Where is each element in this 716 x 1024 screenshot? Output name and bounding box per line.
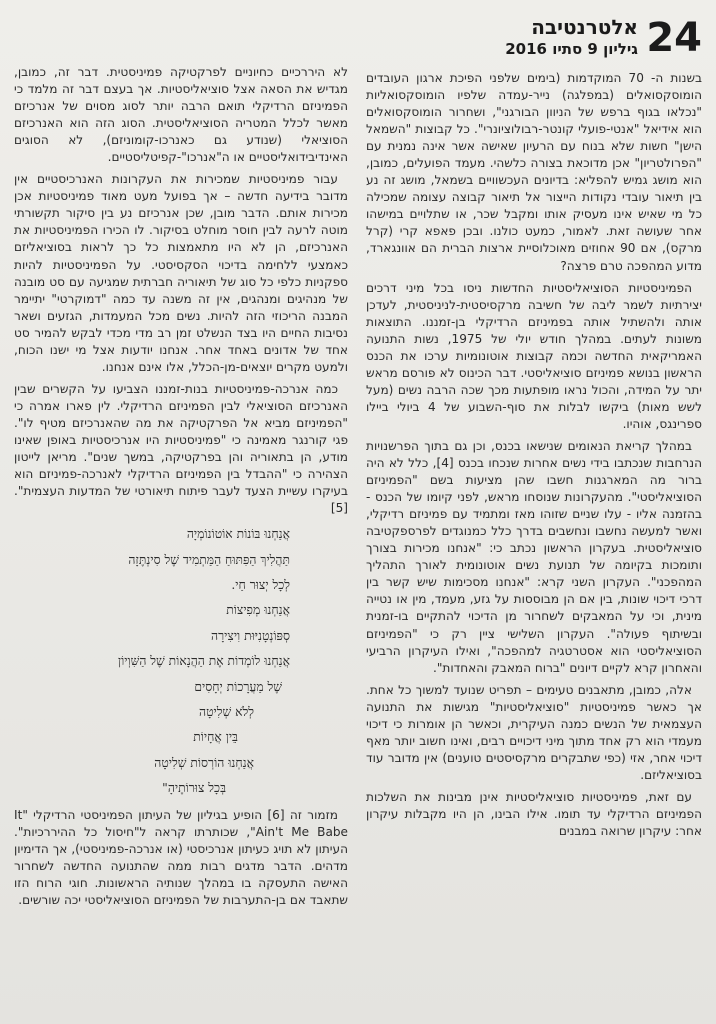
paragraph: אלה, כמובן, מתאבנים טעימים – תפריט שנועד למשוך כל אחת. אך כאשר פמיניסטיות "סוציאליסטיות" מגישות את התנועה העצמאית של הנשים כמנה העיקרית, וכאשר הן אומרות כי דיכוי מעמדי הוא רק אחד מתוך מיני דיכויים רבים, ואינו חשוב יותר מאף דיכוי אחר, אזי (כפי שתבקרים מרקסיסטים טוענים) אין מדובר עוד בסוציאליזם. bbox=[366, 682, 702, 782]
poem-line: לְלֹא שְׁלִיטָה bbox=[199, 705, 254, 720]
poem-line: תַּהֲלִיךְ הַפִּתּוּחַ הַמַּתְמִיד שֶׁל סִינְתֶּזָה bbox=[128, 552, 290, 567]
magazine-title: אלטרנטיבה bbox=[531, 15, 638, 39]
page-number: 24 bbox=[646, 15, 702, 61]
paragraph: הפמיניסטיות הסוציאליסטיות החדשות ניסו בכל מיני דרכים יצירתיות לשמר ליבה של חשיבה מרקסיסטית-לניניסטית, לעדכן אותה ולהשתיל אותה בפמיניזם הרדיקלי בן-זמננו. התוצאות משונות לעתים. במהלך חודש יולי של 1975, נשות התנועה האמריקאית החדשה וכמה קבוצות אוטונומיות ערכו את הכנס הראשון בנושא פמיניזם סוציאליסטי. דבר הכינוס לא פורסם מראש יתר על המידה, והכול נראו מופתעות מכך שכה הרבה נשים (מעל לשש מאות) ביקשו לבלות את סוף-השבוע של 4 ביולי ביילו ספרינגס, אוהיו. bbox=[366, 280, 702, 431]
poem-line: אֲנַחְנוּ הוֹרְסוֹת שְׁלִיטָה bbox=[154, 755, 254, 770]
poem-line: לְכָל יְצוּר חַי. bbox=[231, 578, 290, 593]
poem-line: אֲנַחְנוּ בּוֹנוֹת אוֹטוֹנוֹמְיָה bbox=[186, 527, 290, 542]
issue-info: גיליון 9 סתיו 2016 bbox=[505, 40, 638, 58]
paragraph: מזמור זה [6] הופיע בגיליון של העיתון הפמיניסטי הרדיקלי "It Ain't Me Babe", שכותרתו קראה ל"חיסול כל ההיררכיות". העיתון לא תויג כעיתון אנרכיסטי (או אנרכה-פמיניסטי), אך הדימיון מדהים. הדבר מדגים רבות ממה שהתנועה החדשה לשחרור האישה התעסקה בו במהלך שנותיה הראשונות. חוגי הרוח הזו שתאבד אם בן-התערבות של הפמיניזם הסוציאליסטי יכה שורשים. bbox=[14, 807, 348, 907]
right-column bbox=[366, 70, 702, 1020]
left-column bbox=[14, 64, 348, 1020]
poem-line: בְּכָל צוּרוֹתֶיהָ" bbox=[162, 781, 226, 796]
paragraph: לא היררכיים כחיוניים לפרקטיקה פמיניסטית. דבר זה, כמובן, מגדיש את הסאה אצל סוציאליסטיות. אך בעצם דבר זה מלמד כי הפמיניזם הרדיקלי תואם הרבה יותר לסוג מסוים של אנרכיזם מאשר לכלל המטריה הסוציאליסטית. הסוג הזה הוא האנרכיזם הסוציאלי (שנודע גם כאנרכו-קומוניזם), לא הסוגים האינדיבידואליסטיים או ה"אנרכו"-קפיטליסטיים. bbox=[14, 65, 348, 165]
poem-line: אֲנַחְנוּ לוֹמְדוֹת אֶת הַהֲנָאוֹת שֶׁל הַשִּׁוְיוֹן bbox=[117, 654, 290, 669]
paragraph: במהלך קריאת הנאומים שנישאו בכנס, וכן גם בתוך הפרשנויות הנרחבות שנכתבו בידי נשים אחרות שנכחו בכנס [4], כלל לא היה ברור מה המארגנות חשבו שהן מציעות בשם "הפמיניזם הסוציאליסטי". מהעקרונות שנוסחו מראש, לפני קיומו של הכנס - בהזמנה אליו - עלו שניים שזוהו מאז ומתמיד עם פמיניזם רדיקלי, ואשר למעשה נחשבו ונחשבים בדרך כלל כמנוגדים לפרספקטיבה סוציאליסטית. בעקרון הראשון נכתב כי: "אנחנו מכירות בצורך ותומכות בקיומה של תנועת נשים אוטונומית לאורך התהליך המהפכני". העקרון השני קרא: "אנחנו מסכימות שיש קשר בין דרכי דיכוי שונות, בין אם הן מבוססות על גזע, מעמד, מין או נטייה מינית, וכי על המאבקים לשחרור מן הדיכוי להתקיים בו-זמנית ובשיתוף פעולה". העקרון השלישי ציין רק כי "הפמיניזם הסוציאליסטי הוא אסטרטגיה למהפכה", ואילו העיקרון הרביעי והאחרון קרא לקיים דיונים "ברוח המאבק והאחדות". bbox=[366, 438, 702, 675]
poem-line: סְפּוֹנְטָנִיּוּת וִיצִירָה bbox=[211, 628, 290, 643]
paragraph: בשנות ה- 70 המוקדמות (בימים שלפני הפיכת ארגון העובדים הומוסקסואלים (במפלגה) נייר-עמדה שלפיו הומוסקסואליות "נכלאו בגוף ברפש של הניוון הבורגני", ושחרור הומוסקסואלים הוא אידיאל "אנטי-פועלי קונטר-רבולוציונרי". כל קבוצות "השמאל הישן" חשות שלא בנוח עם הרעיון שאישה אשר אינה נמנית עם "הפרולטריון" אכן מדוכאת בצורה כלשהי. מעמד הפועלים, כמובן, הוא מושג גמיש להפליא: בדיונים העכשוויים בשמאל, מושג זה נע בין תיאור עובדי נקודות הייצור אל תיאור קבוצה עצומה שמכילה כל מי שאיש אינו מעסיק אותו ומקבל שכר, או שתלויים במישהו אחר שעושה זאת. לאמור, כמעט כולנו. ובכן פאפא קרי (קרל מרקס), אם 90 אחוזים מאוכלוסיית ארצות הברית הם אוונגארד, מדוע המהפכה טרם פרצה? bbox=[366, 71, 702, 273]
poem-line: שֶׁל מַעֲרָכוֹת יְחָסִים bbox=[194, 679, 282, 694]
page-header bbox=[362, 14, 702, 66]
poem-line: אֲנַחְנוּ מְפִיצוֹת bbox=[226, 603, 290, 618]
poem-line: בֵּין אֲחָיוֹת bbox=[193, 730, 238, 745]
poem bbox=[14, 522, 348, 801]
paragraph: כמה אנרכה-פמיניסטיות בנות-זמננו הצביעו על הקשרים שבין האנרכיזם הסוציאלי לבין הפמיניזם הרדיקלי. לין פארו אמרה כי "הפמיניזם מביא אל הפרקטיקה את מה שהאנרכיזם מטיף לו". פגי קורנגר מאמינה כי "פמיניסטיות היו אנרכיסטיות באופן שאינו מודע, הן בתאוריה והן בפרקטיקה, במשך שנים". מריאן לייטון הצהירה כי "ההבדל בין הפמיניזם הרדיקלי לאנרכה-פמיניזם הוא בעיקרו עשיית הצעד לעבר פיתוח תיאורטי של המדעות העצמית". [5] bbox=[14, 381, 348, 516]
paragraph: עם זאת, פמיניסטיות סוציאליסטיות אינן מבינות את השלכות הפמיניזם הרדיקלי עד תומו. אילו הבינו, הן היו מקבלות עיקרון אחר: עיקרון שרואה במבנים bbox=[366, 789, 702, 839]
paragraph: עבור פמיניסטיות שמכירות את העקרונות האנרכיסטיים אין מדובר בידיעה חדשה – אך בפועל מעט מאוד פמיניסטיות אכן מכירות אותם. הדבר מובן, שכן אנרכיזם נע בין סיקור תקשורתי מוטה לרעה לבין חוסר מוחלט בסיקור. לו הכירו הפמיניסטיות את האנרכיזם, הן לא היו מתאמצות כל כך לראות בסוציאליזם כאמצעי ללחימה בדיכוי הסקסיסטי. על הפמיניסטיות להיות ספקניות כלפי כל סוג של תיאוריה חברתית שמגיעה עם סט מובנה של מנהיגים ומנהגים, אין זה משנה עד כמה "דמוקרטי" יתיימר המבנה הריכוזי הזה להיות. נשים מכל המעמדות, הגזעים ושאר נסיבות החיים היו בצד הנשלט זמן רב מדי מכדי לבקש להמיר סט אחד של אדונים באחד אחר. אנחנו יודעות אצל מי ישנו הכוח, ולמעט מקרים יוצאים-מן-הכלל, אלו אינם אנחנו. bbox=[14, 172, 348, 374]
